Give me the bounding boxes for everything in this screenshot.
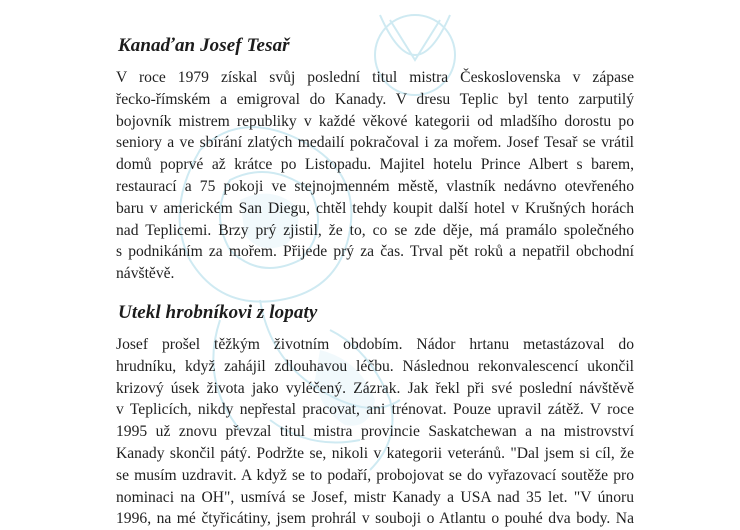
paragraph-line: nominaci na OH", usmívá se Josef, mistr Kanady a USA nad 35 let. "V únoru bbox=[116, 488, 634, 506]
paragraph-line: Kanady skončil pátý. Podržte se, nikoli v kategorii veteránů. "Dal jsem si cíl, že bbox=[116, 444, 634, 462]
paragraph-line: 1995 už znovu převzal titul mistra provincie Saskatchewan a na mistrovství bbox=[116, 423, 634, 441]
paragraph-line: nad Teplicemi. Brzy prý zjistil, že to, co se zde děje, má pramálo společného bbox=[116, 221, 634, 239]
paragraph-line: krizový úsek života jako vyléčený. Zázrak. Jak řekl při své poslední návštěvě bbox=[116, 379, 634, 397]
paragraph-line: hrudníku, když zahájil zdlouhavou léčbu. Následnou rekonvalescencí ukončil bbox=[116, 357, 634, 375]
paragraph-line: domů poprvé až krátce po Listopadu. Majitel hotelu Prince Albert s barem, bbox=[116, 156, 634, 174]
paragraph-line: návštěvě. bbox=[116, 265, 175, 283]
section-paragraph-1 bbox=[116, 67, 634, 285]
section-heading-1: Kanaďan Josef Tesař bbox=[118, 35, 290, 56]
paragraph-line: se musím uzdravit. A když se to podaří, probojovat se do vyřazovací soutěže pro bbox=[116, 466, 634, 484]
paragraph-line: seniory a ve sbírání zlatých medailí pokračoval i za mořem. Josef Tesař se vrátil bbox=[116, 134, 634, 152]
section-heading-2: Utekl hrobníkovi z lopaty bbox=[118, 302, 318, 323]
paragraph-line: baru v americkém San Diegu, chtěl tehdy koupit další hotel v Krušných horách bbox=[116, 199, 634, 217]
paragraph-line: Josef prošel těžkým životním obdobím. Nádor hrtanu metastázoval do bbox=[116, 336, 634, 353]
paragraph-line: v Teplicích, nikdy nepřestal pracovat, ani trénovat. Pouze upravil zátěž. V roce bbox=[116, 401, 634, 419]
paragraph-line: řecko-římském a emigroval do Kanady. V dresu Teplic byl tento zarputilý bbox=[116, 90, 634, 108]
paragraph-line: 1996, na mé čtyřicátiny, jsem prohrál v souboji o Atlantu o pouhé dva body. Na bbox=[116, 510, 634, 528]
paragraph-line: s podnikáním za mořem. Přijede prý za čas. Trval pět roků a nepatřil obchodní bbox=[116, 243, 634, 261]
paragraph-line: V roce 1979 získal svůj poslední titul mistra Československa v zápase bbox=[116, 69, 634, 86]
paragraph-line: restaurací a 75 pokoji ve stejnojmenném městě, vlastník nedávno otevřeného bbox=[116, 177, 634, 195]
paragraph-line: bojovník mistrem republiky v každé věkové kategorii od mladšího dorostu po bbox=[116, 112, 634, 130]
section-paragraph-2 bbox=[116, 334, 634, 530]
